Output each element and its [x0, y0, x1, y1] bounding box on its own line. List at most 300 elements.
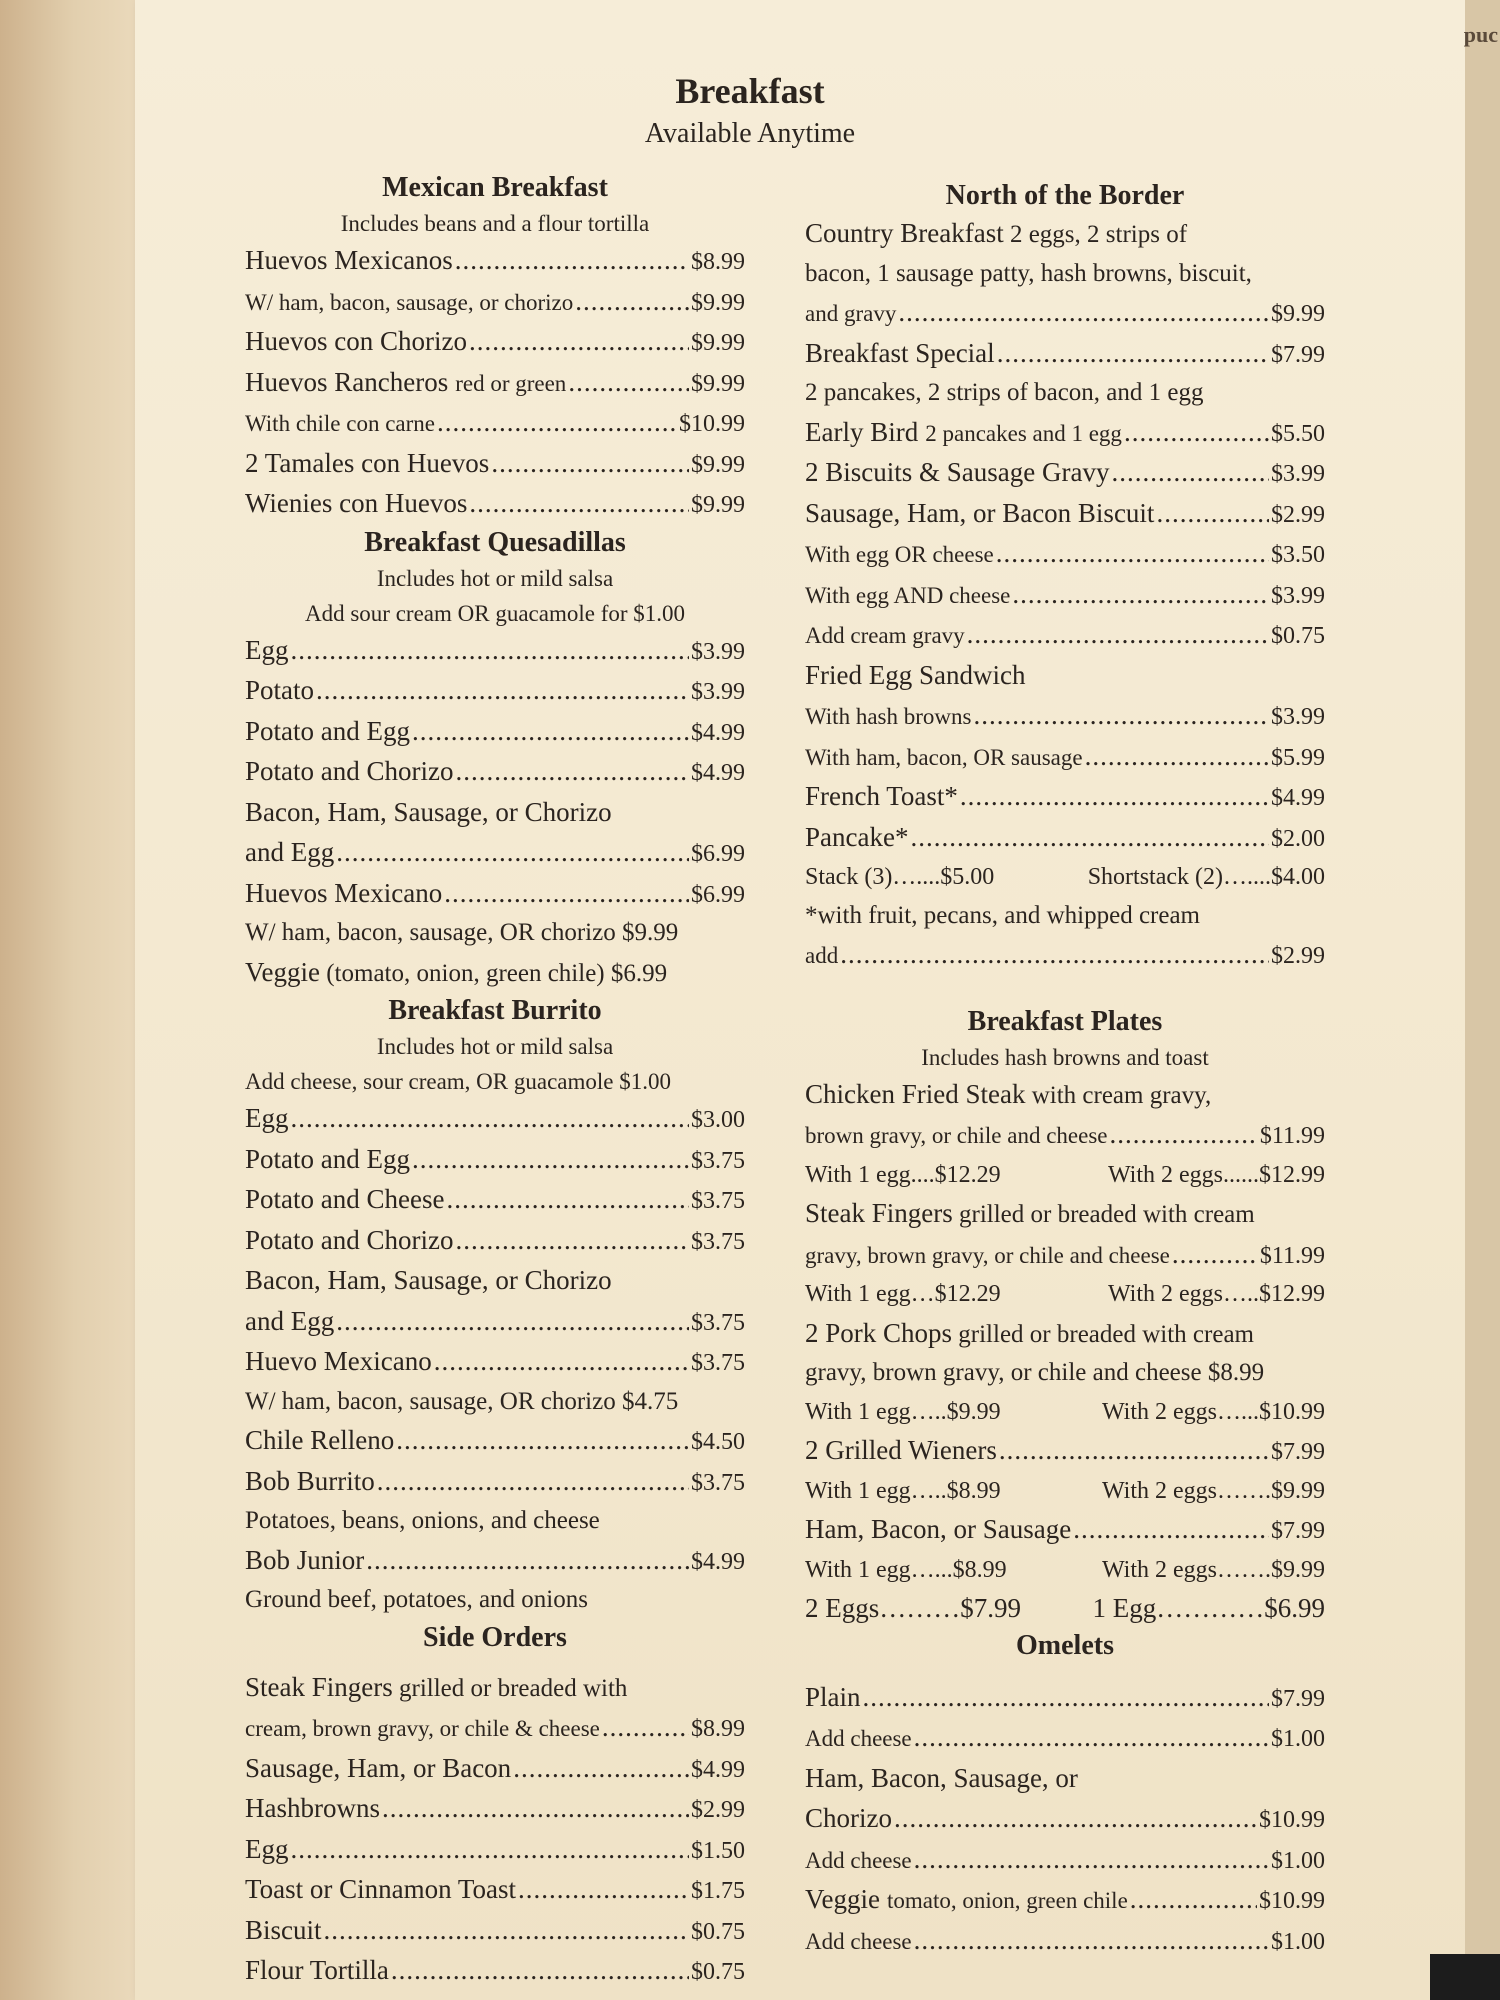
dot-leader	[1172, 1235, 1258, 1274]
pair-left: With 1 egg…..$8.99	[805, 1477, 1001, 1504]
dot-leader	[914, 1840, 1269, 1879]
item-name: Potato and Egg	[245, 715, 410, 746]
menu-item	[805, 293, 1325, 334]
menu-list	[805, 1235, 1325, 1276]
item-price: $9.99	[691, 330, 745, 356]
menu-item	[245, 1541, 745, 1582]
item-name: Early Bird	[805, 416, 919, 447]
item-name: French Toast*	[805, 781, 958, 811]
dot-leader	[291, 1830, 690, 1869]
item-name: 2 Biscuits & Sausage Gravy	[805, 457, 1110, 487]
dot-leader	[396, 1421, 689, 1460]
item-name: Chile Relleno	[245, 1425, 395, 1455]
menu-item	[245, 1180, 745, 1221]
item-name: Veggie	[245, 956, 320, 987]
item-note-line: bacon, 1 sausage patty, hash browns, biscuit,	[805, 259, 1252, 287]
item-price: $4.99	[691, 1756, 745, 1783]
item-name: Biscuit	[245, 1914, 322, 1945]
item-name-line	[805, 214, 1325, 255]
item-name: With ham, bacon, OR sausage	[805, 744, 1083, 770]
item-name: Hashbrowns	[245, 1793, 380, 1823]
item-desc: 2 pancakes and 1 egg	[925, 420, 1122, 446]
menu-list	[245, 631, 745, 793]
item-price: $4.50	[691, 1429, 745, 1455]
item-note-line: 2 pancakes, 2 strips of bacon, and 1 egg	[805, 379, 1204, 406]
item-name: Egg	[245, 1103, 289, 1133]
binding-gutter	[0, 0, 135, 2000]
dot-leader	[446, 1180, 689, 1219]
item-price: $2.99	[691, 1797, 745, 1823]
menu-item	[245, 671, 745, 712]
page-title: Breakfast	[675, 71, 825, 111]
menu-item	[805, 777, 1325, 818]
item-price: $3.75	[691, 1309, 745, 1336]
dot-leader	[999, 1431, 1269, 1470]
item-name: and Egg	[245, 837, 335, 867]
menu-item	[805, 534, 1325, 575]
item-price: $3.99	[691, 679, 745, 705]
item-name: and Egg	[245, 1305, 335, 1336]
item-name: Huevos Mexicanos	[245, 245, 453, 275]
item-price: $3.99	[1271, 704, 1325, 730]
item-name-line	[805, 1759, 1325, 1800]
item-name: Potato and Chorizo	[245, 1224, 454, 1255]
dot-leader	[997, 334, 1269, 373]
menu-item	[805, 1235, 1325, 1276]
menu-item	[805, 1840, 1325, 1881]
dot-leader	[967, 615, 1269, 654]
dot-leader	[377, 1462, 689, 1501]
menu-item	[805, 935, 1325, 976]
item-price: $7.99	[1271, 1439, 1325, 1465]
price-pair	[805, 1156, 1325, 1195]
pair-left: With 1 egg…$12.29	[805, 1281, 1001, 1307]
menu-item	[805, 1718, 1325, 1759]
side-orders-section	[245, 1620, 745, 1992]
dot-leader	[444, 874, 689, 913]
menu-list	[245, 1708, 745, 1992]
item-desc: grilled or breaded with	[392, 1674, 628, 1702]
section-title: Side Orders	[423, 1621, 567, 1653]
item-name: Egg	[245, 634, 289, 665]
item-price: $10.99	[679, 411, 745, 437]
menu-item	[245, 1749, 745, 1790]
pair-left: Stack (3)…....$5.00	[805, 864, 995, 890]
menu-list	[805, 935, 1325, 976]
menu-item	[245, 1342, 745, 1383]
menu-item	[245, 444, 745, 485]
dot-leader	[491, 444, 689, 483]
menu-item	[805, 575, 1325, 616]
item-price: $9.99	[1271, 301, 1325, 327]
menu-item	[245, 712, 745, 753]
item-name: brown gravy, or chile and cheese	[805, 1123, 1108, 1148]
item-name-line	[805, 1194, 1325, 1235]
item-name: Pancake*	[805, 821, 909, 852]
item-name: Add cheese	[805, 1726, 912, 1751]
item-name: 2 Tamales con Huevos	[245, 447, 490, 478]
item-name: Huevos Rancheros	[245, 366, 449, 397]
dot-leader	[391, 1951, 689, 1990]
section-title: Mexican Breakfast	[382, 172, 608, 203]
item-name: Steak Fingers	[245, 1671, 393, 1702]
menu-item	[245, 403, 745, 444]
dot-leader	[366, 1541, 689, 1580]
item-name: Huevo Mexicano	[245, 1346, 432, 1376]
item-name: With chile con carne	[245, 411, 436, 436]
item-price: $0.75	[691, 1959, 745, 1985]
menu-item	[245, 874, 745, 915]
item-name: add	[805, 943, 839, 968]
dot-leader	[840, 935, 1269, 974]
item-name: W/ ham, bacon, sausage, or chorizo	[245, 289, 574, 315]
item-price: $4.99	[691, 760, 745, 786]
dot-leader	[1012, 575, 1269, 614]
menu-item	[245, 1421, 745, 1462]
item-name: Potato and Egg	[245, 1143, 410, 1174]
menu-list	[805, 413, 1325, 656]
menu-list	[805, 293, 1325, 374]
menu-item	[245, 1099, 745, 1140]
item-price: $9.99	[691, 492, 745, 518]
dot-leader	[469, 322, 689, 361]
section-note: Add cheese, sour cream, OR guacamole $1.00	[245, 1069, 671, 1094]
menu-item	[245, 1302, 745, 1343]
item-price: $1.75	[691, 1878, 745, 1904]
item-price: $4.99	[691, 719, 745, 746]
pair-left: 2 Eggs………$7.99	[805, 1593, 1021, 1623]
menu-item	[245, 484, 745, 525]
item-price: $8.99	[691, 249, 745, 275]
item-name: Ham, Bacon, or Sausage	[805, 1514, 1072, 1544]
dot-leader	[324, 1911, 689, 1950]
menu-item	[805, 1921, 1325, 1962]
item-name: Potato	[245, 675, 315, 705]
item-price: $8.99	[691, 1716, 745, 1742]
section-title: North of the Border	[945, 180, 1185, 211]
item-desc: (tomato, onion, green chile) $6.99	[319, 959, 668, 987]
menu-item	[805, 1678, 1325, 1719]
item-price: $3.99	[1271, 461, 1325, 487]
item-name: Potato and Chorizo	[245, 756, 454, 786]
item-name: Toast or Cinnamon Toast	[245, 1874, 516, 1904]
item-name-line	[805, 1075, 1325, 1116]
dot-leader	[1156, 494, 1269, 533]
pair-right: With 2 eggs…….$9.99	[1101, 1556, 1325, 1583]
item-name: Steak Fingers	[805, 1198, 953, 1228]
menu-list	[245, 1421, 745, 1502]
item-name: 2 Grilled Wieners	[805, 1435, 997, 1465]
item-price: $7.99	[1271, 341, 1325, 368]
item-note-line: *with fruit, pecans, and whipped cream	[805, 901, 1201, 929]
dot-leader	[291, 1099, 690, 1138]
item-price: $11.99	[1259, 1242, 1325, 1269]
item-name: 2 Pork Chops	[805, 1317, 953, 1348]
menu-item	[245, 241, 745, 282]
item-name: Add cream gravy	[805, 623, 965, 648]
item-name: Bacon, Ham, Sausage, or Chorizo	[245, 1265, 612, 1295]
item-name: Bacon, Ham, Sausage, or Chorizo	[245, 796, 612, 827]
dot-leader	[412, 1140, 689, 1179]
pair-right: With 2 eggs…...$10.99	[1101, 1398, 1325, 1425]
menu-item	[245, 1462, 745, 1503]
pair-right: With 2 eggs......$12.99	[1107, 1161, 1325, 1188]
dot-leader	[568, 363, 689, 402]
menu-list	[805, 1115, 1325, 1156]
item-desc: 2 eggs, 2 strips of	[1003, 221, 1188, 248]
dot-leader	[1073, 1510, 1269, 1549]
item-name-line	[805, 1314, 1325, 1355]
item-price: $1.00	[1271, 1726, 1325, 1752]
menu-item	[805, 334, 1325, 375]
item-price: $3.99	[691, 638, 745, 665]
item-name: With egg AND cheese	[805, 582, 1011, 608]
pair-right: 1 Egg…………$6.99	[1092, 1593, 1325, 1623]
menu-item	[245, 752, 745, 793]
item-price: $0.75	[691, 1918, 745, 1945]
dot-leader	[336, 833, 689, 872]
item-price: $6.99	[691, 881, 745, 908]
section-title: Breakfast Burrito	[388, 995, 602, 1026]
menu-item	[245, 282, 745, 323]
section-title: Breakfast Quesadillas	[364, 526, 626, 558]
menu-item	[805, 1880, 1325, 1921]
item-price: $9.99	[691, 370, 745, 397]
price-pair	[805, 1275, 1325, 1314]
quesadillas-section	[245, 525, 745, 994]
dot-leader	[1110, 1115, 1258, 1154]
item-name: Huevos con Chorizo	[245, 326, 467, 356]
item-name-line	[245, 1668, 745, 1709]
item-note-line: Ground beef, potatoes, and onions	[245, 1586, 588, 1613]
section-note: Add sour cream OR guacamole for $1.00	[304, 600, 686, 626]
section-note: Includes beans and a flour tortilla	[340, 211, 650, 236]
dot-leader	[960, 777, 1269, 816]
menu-list	[245, 241, 745, 525]
item-name: and gravy	[805, 301, 897, 326]
menu-item	[245, 1708, 745, 1749]
item-price: $3.75	[691, 1228, 745, 1255]
menu-item	[245, 833, 745, 874]
item-name: Sausage, Ham, or Bacon	[245, 1752, 512, 1783]
dot-leader	[914, 1921, 1269, 1960]
item-price: $0.75	[1271, 623, 1325, 649]
dot-leader	[455, 1221, 689, 1260]
menu-list	[805, 1678, 1325, 1759]
item-name: Ham, Bacon, Sausage, or	[805, 1762, 1078, 1793]
item-price: $1.00	[1271, 1847, 1325, 1874]
price-pair	[805, 1393, 1325, 1432]
dot-leader	[1130, 1880, 1257, 1919]
menu-item	[245, 1911, 745, 1952]
item-name: Breakfast Special	[805, 337, 995, 368]
item-name-line	[805, 656, 1325, 697]
menu-item	[805, 1510, 1325, 1551]
north-of-border-section	[805, 178, 1325, 976]
item-price: $3.75	[691, 1350, 745, 1376]
item-price: $2.99	[1271, 501, 1325, 528]
section-note: Includes hash browns and toast	[921, 1044, 1209, 1070]
item-price: $9.99	[691, 289, 745, 316]
menu-item	[245, 631, 745, 672]
dot-leader	[455, 752, 689, 791]
dot-leader	[602, 1708, 689, 1747]
menu-item	[805, 1431, 1325, 1472]
menu-list	[245, 1099, 745, 1261]
item-note-line: gravy, brown gravy, or chile and cheese $8.99	[805, 1359, 1265, 1386]
price-pair	[805, 1472, 1325, 1511]
dot-leader	[336, 1302, 689, 1341]
item-name: Potato and Cheese	[245, 1184, 445, 1214]
item-price: $3.75	[691, 1147, 745, 1174]
item-name: Chorizo	[805, 1803, 892, 1833]
menu-list	[805, 696, 1325, 858]
menu-item	[245, 322, 745, 363]
dot-leader	[469, 484, 689, 523]
item-price: $3.75	[691, 1469, 745, 1496]
item-desc: tomato, onion, green chile	[886, 1888, 1128, 1913]
menu-list	[805, 1799, 1325, 1961]
item-name: With egg OR cheese	[805, 542, 994, 567]
dot-leader	[996, 534, 1269, 573]
item-name: Egg	[245, 1833, 289, 1864]
section-note: Includes hot or mild salsa	[376, 565, 614, 591]
item-name: Chicken Fried Steak	[805, 1078, 1026, 1109]
menu-item	[805, 494, 1325, 535]
item-note-line: W/ ham, bacon, sausage, OR chorizo $9.99	[245, 919, 679, 946]
pair-left: With 1 egg…..$9.99	[805, 1398, 1001, 1425]
dot-leader	[434, 1342, 689, 1381]
item-price: $3.75	[691, 1188, 745, 1214]
item-name: Sausage, Ham, or Bacon Biscuit	[805, 497, 1155, 528]
dot-leader	[973, 696, 1269, 735]
dot-leader	[316, 671, 689, 710]
item-price: $3.00	[691, 1107, 745, 1133]
dot-leader	[513, 1749, 689, 1788]
item-desc: grilled or breaded with cream	[952, 1201, 1255, 1228]
dot-leader	[437, 403, 677, 442]
dot-leader	[575, 282, 689, 321]
item-name: Huevos Mexicano	[245, 877, 443, 908]
menu-list	[245, 1541, 745, 1582]
section-title: Omelets	[1016, 1629, 1114, 1661]
item-price: $11.99	[1259, 1123, 1325, 1149]
item-price: $5.99	[1271, 744, 1325, 771]
price-pair	[805, 858, 1325, 897]
menu-item	[805, 1115, 1325, 1156]
pair-right: With 2 eggs…….$9.99	[1101, 1477, 1325, 1504]
next-page-text: puc	[1463, 22, 1498, 47]
dot-leader	[863, 1678, 1269, 1717]
menu-item	[805, 413, 1325, 454]
item-desc: grilled or breaded with cream	[952, 1320, 1254, 1348]
section-note: Includes hot or mild salsa	[376, 1034, 614, 1059]
section-title: Breakfast Plates	[967, 1005, 1163, 1037]
item-price: $3.99	[1271, 582, 1325, 609]
item-price: $9.99	[691, 451, 745, 478]
dot-leader	[1124, 413, 1269, 452]
item-name: Wienies con Huevos	[245, 488, 468, 518]
item-name-line	[245, 1261, 745, 1302]
item-name: cream, brown gravy, or chile & cheese	[245, 1716, 600, 1741]
item-desc: with cream gravy,	[1025, 1081, 1212, 1109]
item-price: $2.99	[1271, 943, 1325, 969]
item-name: gravy, brown gravy, or chile and cheese	[805, 1242, 1170, 1268]
item-name: Plain	[805, 1681, 861, 1712]
dot-leader	[894, 1799, 1257, 1838]
menu-item	[805, 1799, 1325, 1840]
next-page-edge	[1465, 0, 1500, 2000]
item-name: Bob Burrito	[245, 1465, 375, 1496]
item-price: $7.99	[1271, 1685, 1325, 1712]
pair-right: With 2 eggs…..$12.99	[1107, 1281, 1325, 1307]
page-subtitle: Available Anytime	[644, 118, 856, 149]
item-price: $10.99	[1259, 1807, 1325, 1833]
pair-left: With 1 egg…...$8.99	[805, 1556, 1007, 1583]
dot-leader	[518, 1870, 689, 1909]
dot-leader	[382, 1789, 689, 1828]
omelets-section	[805, 1628, 1325, 1962]
dot-leader	[1111, 453, 1269, 492]
menu-item	[245, 1951, 745, 1992]
dot-leader	[291, 631, 690, 670]
item-name: Veggie	[805, 1884, 880, 1914]
breakfast-plates-section	[805, 1004, 1325, 1628]
item-note-line: W/ ham, bacon, sausage, OR chorizo $4.75	[245, 1387, 679, 1415]
menu-list	[805, 1431, 1325, 1472]
item-name-line	[245, 793, 745, 834]
menu-item	[805, 453, 1325, 494]
item-price: $5.50	[1271, 420, 1325, 447]
item-price: $2.00	[1271, 825, 1325, 852]
left-column	[245, 170, 745, 1992]
item-price: $1.50	[691, 1837, 745, 1864]
item-name: Fried Egg Sandwich	[805, 659, 1026, 690]
price-pair	[805, 1589, 1325, 1628]
item-price: $1.00	[1271, 1928, 1325, 1955]
menu-item	[245, 363, 745, 404]
item-price: $6.99	[691, 841, 745, 867]
mexican-breakfast-section	[245, 170, 745, 525]
pair-left: With 1 egg....$12.29	[805, 1161, 1001, 1188]
item-note-line: Potatoes, beans, onions, and cheese	[245, 1507, 600, 1534]
item-note-line	[245, 953, 745, 994]
menu-list	[245, 833, 745, 914]
menu-item	[805, 615, 1325, 656]
item-name: Add cheese	[805, 1847, 912, 1873]
dot-leader	[910, 818, 1269, 857]
item-price: $7.99	[1271, 1518, 1325, 1544]
item-name: Bob Junior	[245, 1544, 365, 1575]
item-price: $4.99	[691, 1548, 745, 1575]
menu-list	[805, 1510, 1325, 1551]
menu-item	[805, 818, 1325, 859]
pair-right: Shortstack (2)…....$4.00	[1087, 864, 1325, 890]
dot-leader	[898, 293, 1269, 332]
item-name: With hash browns	[805, 704, 972, 729]
menu-item	[245, 1830, 745, 1871]
menu-item	[805, 737, 1325, 778]
item-price: $4.99	[1271, 785, 1325, 811]
item-desc: red or green	[455, 370, 567, 396]
dark-corner	[1430, 1954, 1500, 2000]
menu-item	[245, 1870, 745, 1911]
item-price: $3.50	[1271, 542, 1325, 568]
menu-item	[805, 696, 1325, 737]
menu-item	[245, 1140, 745, 1181]
menu-item	[245, 1789, 745, 1830]
dot-leader	[412, 712, 689, 751]
